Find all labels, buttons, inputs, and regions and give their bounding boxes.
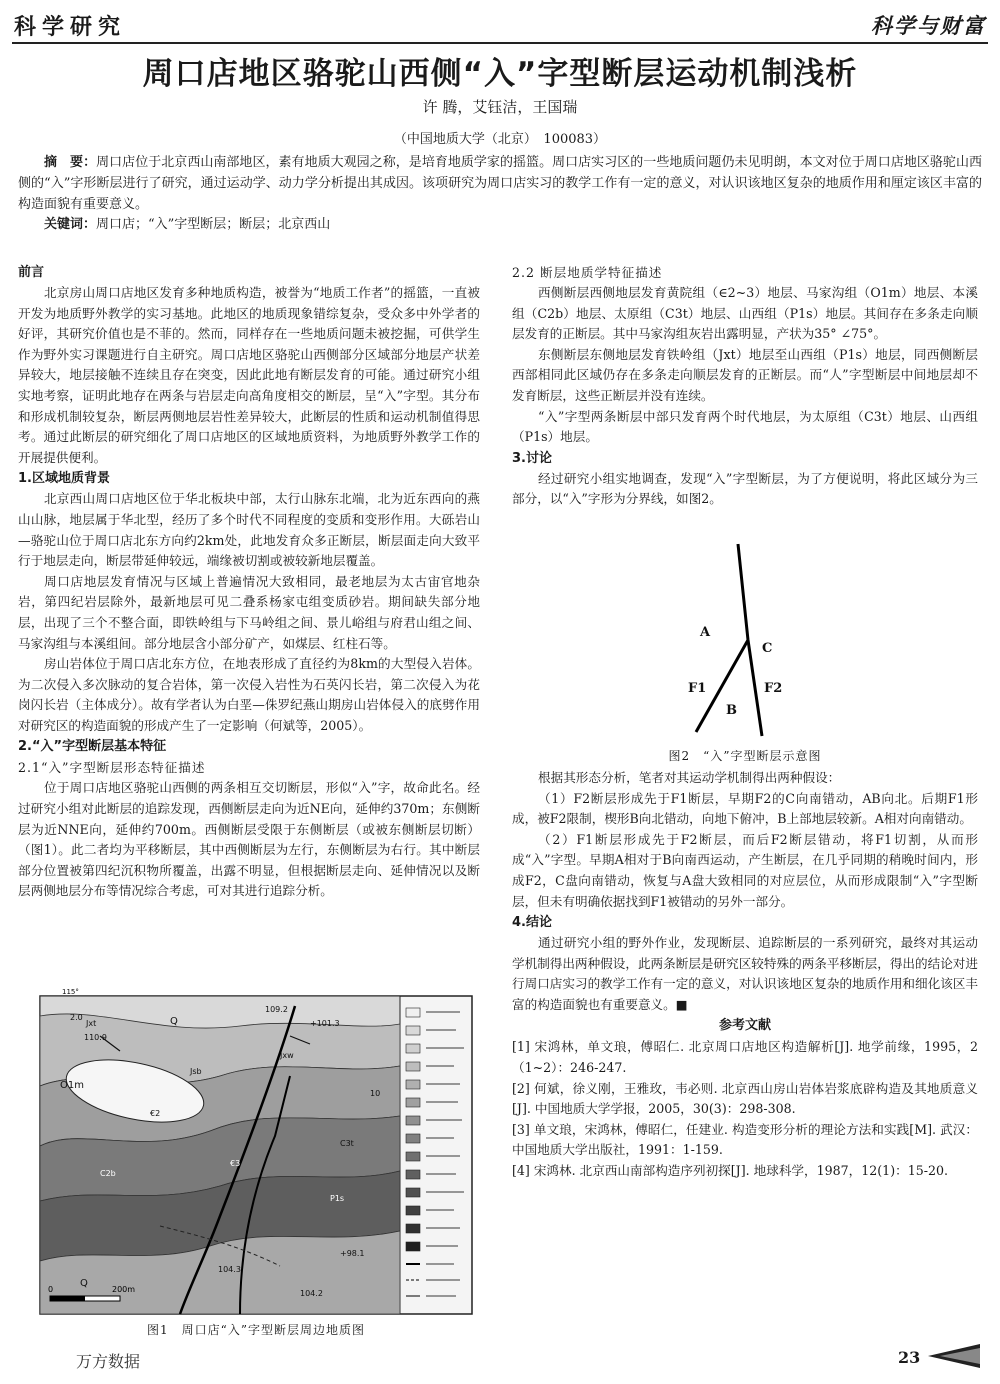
- map-label: 104.2: [300, 1289, 323, 1298]
- abstract-text: 周口店位于北京西山南部地区，素有地质大观园之称，是培育地质学家的摇篮。周口店实习区的一些地质问题仍未见明朗，本文对位于周口店地区骆驼山西侧的“入”字形断层进行了研究，通过运动学、动力学分析提出其成因。该项研究为周口店实习的教学工作有一定的意义，对认识该地区复杂的地质作用和厘定该区丰富的构造面貌有重要意义。: [18, 155, 982, 212]
- affiliation: （中国地质大学（北京） 100083）: [393, 132, 607, 147]
- paragraph: “入”字型两条断层中部只发育两个时代地层，为太原组（C3t）地层、山西组（P1s）地层。: [512, 408, 978, 445]
- fault-label-f2: F2: [764, 681, 783, 696]
- page-arrow-icon: [926, 1342, 980, 1370]
- paragraph: 东侧断层东侧地层发育铁岭组（Jxt）地层至山西组（P1s）地层，同西侧断层西部相同此区域仍存在多条走向顺层发育的正断层。而“人”字型断层中间地层却不发育断层，这些正断层并没有连续。: [512, 346, 978, 403]
- heading-section-1: 1.区域地质背景: [18, 471, 110, 487]
- scale-zero: 0: [48, 1285, 54, 1294]
- figure-2-caption: 图2 “入”字型断层示意图: [668, 749, 822, 763]
- section-header: 科学研究: [14, 14, 127, 40]
- paragraph: 根据其形态分析，笔者对其运动学机制得出两种假设：: [538, 769, 841, 785]
- map-label: P1s: [330, 1194, 345, 1203]
- map-label: 110.9: [84, 1033, 107, 1042]
- heading-section-4: 4.结论: [512, 915, 552, 931]
- paragraph: （1）F2断层形成先于F1断层，早期F2的C向南错动，AB向北。后期F1形成，被F2限制，楔形B向北错动，向地下俯冲，B上部地层较新。A相对向南错动。: [512, 790, 978, 827]
- scale-length: 200m: [112, 1285, 136, 1294]
- paragraph: 经过研究小组实地调查，发现“入”字型断层，为了方便说明，将此区域分为三部分，以“入”字形为分界线，如图2。: [512, 470, 978, 507]
- map-label: 104.3: [218, 1265, 241, 1274]
- keywords-label: 关键词：: [44, 217, 97, 232]
- map-label: €2: [150, 1109, 161, 1118]
- references-list: [512, 1037, 978, 1181]
- paragraph: 房山岩体位于周口店北东方位，在地表形成了直径约为8km的大型侵入岩体。为二次侵入多次脉动的复合岩体，第一次侵入岩性为石英闪长岩，第二次侵入为花岗闪长岩（主体成分）。故有学者认为白垩—侏罗纪燕山期房山岩体侵入的底劈作用对研究区的构造面貌的形成产生了一定影响（何斌等，2005）。: [18, 656, 480, 733]
- block-label-b: B: [726, 703, 737, 718]
- heading-section-2: 2.“入”字型断层基本特征: [18, 739, 167, 755]
- map-label: C3t: [340, 1139, 354, 1148]
- heading-preface: 前言: [18, 265, 45, 280]
- map-label: +101.3: [310, 1019, 340, 1028]
- abstract: [18, 152, 982, 215]
- authors: 许 腾，艾钰洁，王国瑞: [422, 98, 578, 116]
- reference-item: [1] 宋鸿林，单文琅，傅昭仁. 北京周口店地区构造解析[J]. 地学前缘，1995，2（1~2）：246-247.: [512, 1039, 978, 1076]
- keywords-text: 周口店；“入”字型断层；断层；北京西山: [96, 217, 331, 232]
- map-label: Q: [170, 1016, 178, 1027]
- map-label: O1m: [60, 1080, 84, 1091]
- references-title: 参考文献: [718, 1018, 771, 1034]
- map-label: +98.1: [340, 1249, 365, 1258]
- map-label: C2b: [100, 1169, 116, 1178]
- map-label: Q: [80, 1278, 88, 1289]
- reference-item: [4] 宋鸿林. 北京西山南部构造序列初探[J]. 地球科学，1987，12(1)：15-20.: [512, 1163, 949, 1179]
- article-title: 周口店地区骆驼山西侧“入”字型断层运动机制浅析: [142, 56, 858, 92]
- map-label: 115°: [62, 988, 79, 996]
- paragraph: 北京房山周口店地区发育多种地质构造，被誉为“地质工作者”的摇篮，一直被开发为地质野外教学的实习基地。此地区的地质现象错综复杂，受众多中外学者的好评，其研究价值也是不菲的。然而，同样存在一些地质问题未被挖掘，可供学生作为野外实习课题进行自主研究。周口店地区骆驼山西侧部分区域部分地层产状差异较大，地层接触不连续且存在突变，因此此地有断层发育的可能。通过研究小组实地考察，证明此地存在两条与岩层走向高角度相交的断层，呈“入”字型。其分布和形成机制较复杂，断层两侧地层岩性差异较大，此断层的性质和运动机制值得思考。通过此断层的研究细化了周口店地区的区域地质资料，为地质野外教学工作的开展提供便利。: [18, 285, 480, 465]
- paragraph: （2）F1断层形成先于F2断层，而后F2断层错动，将F1切割，从而形成“入”字型。早期A相对于B向南西运动，产生断层，在几乎同期的稍晚时间内，形成F2，C盘向南错动，恢复与A盘大致相同的对应层位，从而形成限制“入”字型断层，但未有明确依据找到F1被错动的另外一部分。: [512, 831, 978, 909]
- reference-item: [3] 单文琅，宋鸿林，傅昭仁，任建业. 构造变形分析的理论方法和实践[M]. 武汉：中国地质大学出版社，1991：1-159.: [512, 1121, 978, 1158]
- fault-f2-trace: [748, 640, 762, 736]
- paragraph: 通过研究小组的野外作业，发现断层、追踪断层的一系列研究，最终对其运动学机制得出两种假设，此两条断层是研究区较特殊的两条平移断层，得出的结论对进行周口店实习的教学工作有一定的意义，对认识该地区复杂的地质作用和细化该区丰富的构造面貌也有重要意义。■: [512, 935, 978, 1012]
- source-watermark: 万方数据: [76, 1352, 141, 1371]
- heading-section-3: 3.讨论: [512, 450, 552, 466]
- paragraph: 北京西山周口店地区位于华北板块中部，太行山脉东北端，北为近东西向的燕山山脉，地层属于华北型，经历了多个时代不同程度的变质和变形作用。大砾岩山—骆驼山位于周口店北东方向约2km处，此地发育众多正断层，断层面走向大致平行于地层走向，断层带延伸较远，端缘被切割或被较新地层覆盖。: [18, 491, 480, 569]
- fault-schematic: [660, 540, 810, 740]
- map-label: Jsb: [190, 1067, 202, 1076]
- abstract-label: 摘 要：: [44, 155, 97, 170]
- fault-label-f1: F1: [688, 681, 707, 696]
- block-label-c: C: [762, 641, 773, 656]
- geologic-map: [40, 988, 472, 1314]
- heading-section-2-2: 2.2 断层地质学特征描述: [512, 265, 663, 280]
- map-label: €3: [230, 1159, 241, 1168]
- fault-trace-upper: [738, 544, 748, 640]
- reference-item: [2] 何斌，徐义刚，王雅玫，韦必则. 北京西山房山岩体岩浆底辟构造及其地质意义[J]. 中国地质大学学报，2005，30(3)：298-308.: [512, 1080, 978, 1117]
- map-label: Jxt: [86, 1019, 97, 1028]
- paragraph: 西侧断层西侧地层发育黄院组（∈2~3）地层、马家沟组（O1m）地层、本溪组（C2b）地层、太原组（C3t）地层、山西组（P1s）地层。其间存在多条走向顺层发育的正断层。其中马家沟组灰岩出露明显，产状为35° ∠75°。: [512, 285, 978, 342]
- map-label: Jxw: [280, 1051, 294, 1060]
- page-number: 23: [898, 1348, 921, 1367]
- map-label: 2.0: [70, 1013, 83, 1022]
- map-label: 109.2: [265, 1005, 288, 1014]
- paragraph: 位于周口店地区骆驼山西侧的两条相互交切断层，形似“入”字，故命此名。经过研究小组对此断层的追踪发现，西侧断层走向为近NE向，延伸约370m；东侧断层为近NNE向，延伸约700m。西侧断层受限于东侧断层（或被东侧断层切断）（图1）。此二者均为平移断层，其中西侧断层为左行，东侧断层为右行。其中断层部分位置被第四纪沉积物所覆盖，出露不明显，但根据断层走向、延伸情况以及断层两侧地层分布等情况综合考虑，可对其进行追踪分析。: [18, 780, 480, 899]
- journal-name: 科学与财富: [871, 13, 986, 38]
- keywords: [18, 214, 982, 235]
- heading-section-2-1: 2.1“入”字型断层形态特征描述: [18, 760, 206, 776]
- header-rule: [12, 42, 988, 44]
- map-label: 10: [370, 1089, 381, 1098]
- paragraph: 周口店地层发育情况与区域上普遍情况大致相同，最老地层为太古宙官地杂岩，第四纪岩层除外，最新地层可见二叠系杨家屯组变质砂岩。期间缺失部分地层，出现了三个不整合面，即铁岭组与下马岭组之间、景儿峪组与府君山组之间、马家沟组与本溪组间。部分地层含小部分矿产，如煤层、红柱石等。: [18, 573, 480, 651]
- figure-1-caption: 图1 周口店“入”字型断层周边地质图: [147, 1323, 365, 1337]
- left-column: [18, 262, 480, 902]
- block-label-a: A: [700, 625, 711, 640]
